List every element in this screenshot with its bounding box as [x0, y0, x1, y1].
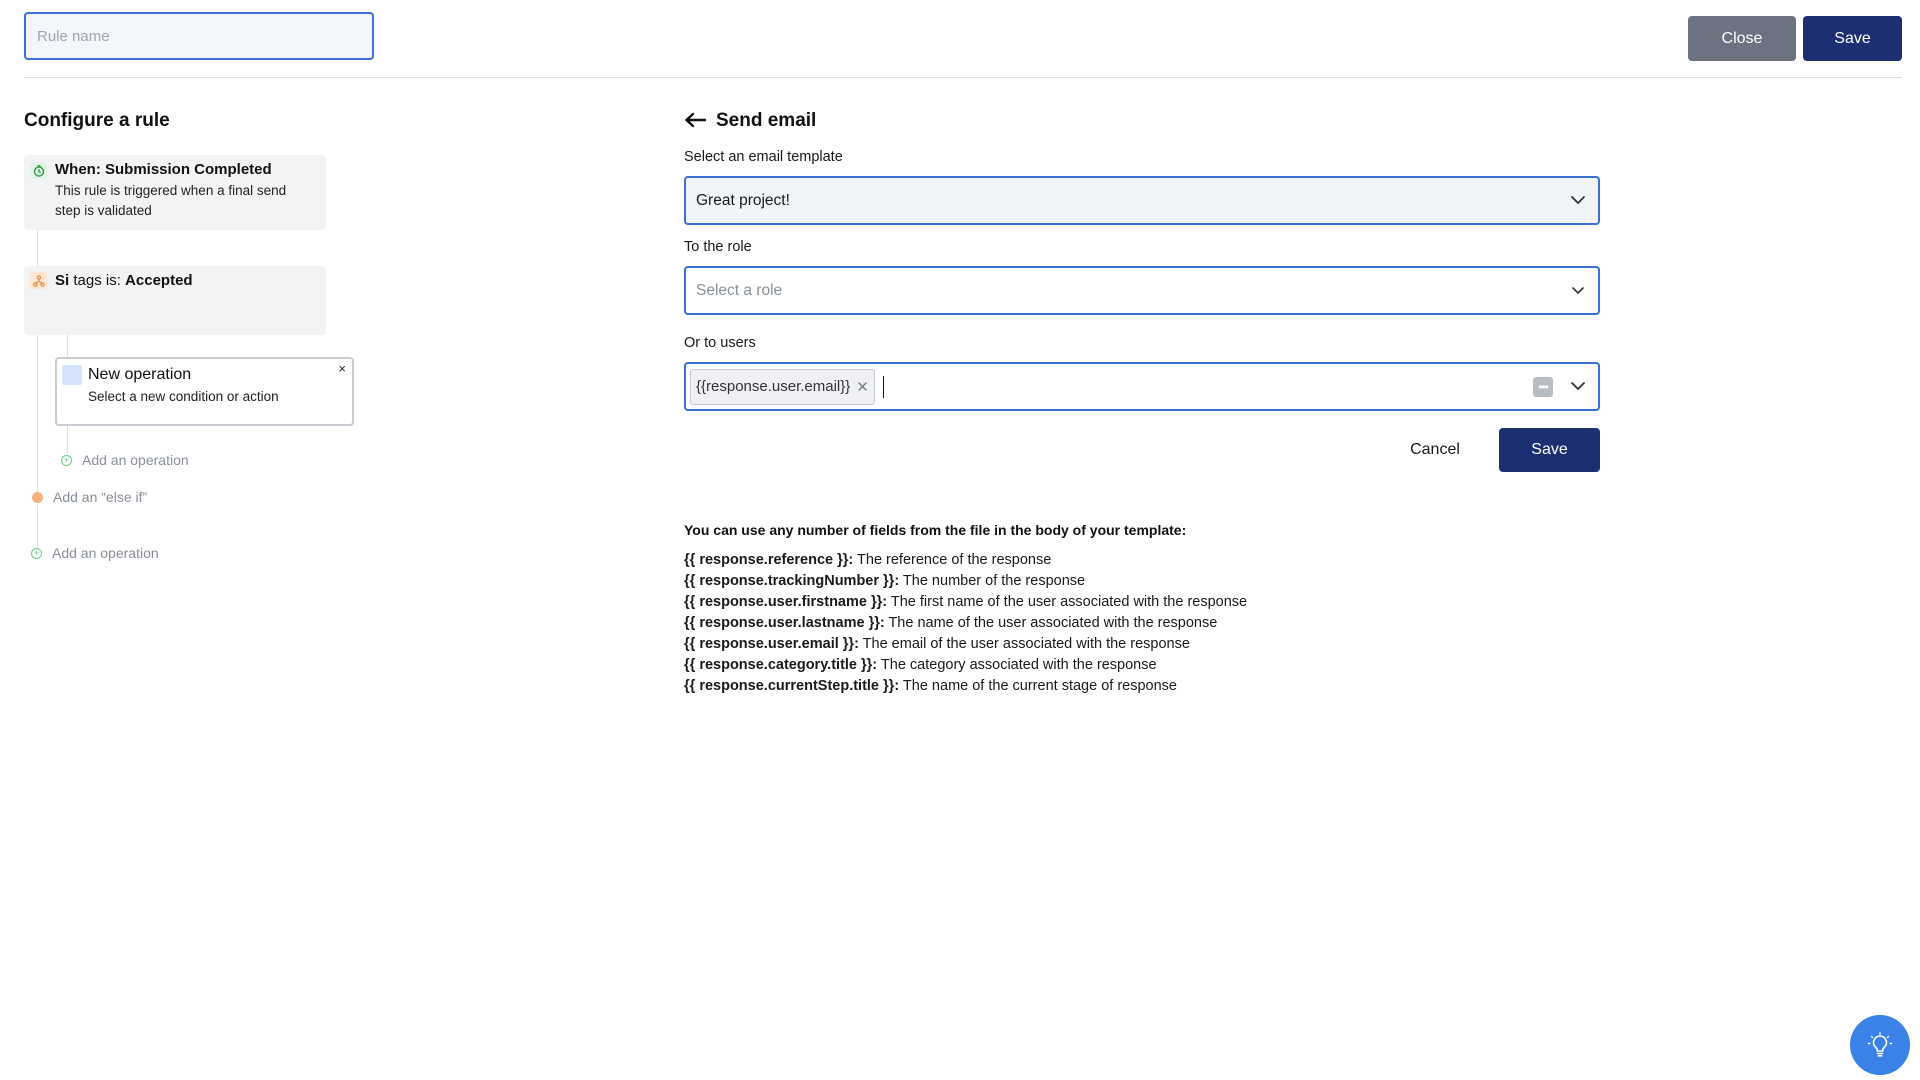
remove-tag-icon[interactable]: ✕	[856, 378, 869, 396]
close-button[interactable]: Close	[1688, 16, 1796, 61]
role-placeholder: Select a role	[696, 281, 783, 299]
user-tag	[690, 369, 875, 405]
plus-circle-icon: +	[61, 455, 72, 466]
branch-icon	[30, 272, 47, 289]
save-rule-button[interactable]: Save	[1803, 16, 1902, 61]
template-fields-title: You can use any number of fields from the file in the body of your template:	[684, 522, 1187, 538]
field-item: {{ response.reference }}: The reference of the response	[684, 552, 1052, 568]
chevron-down-icon	[1568, 190, 1588, 210]
chevron-down-icon[interactable]	[1568, 376, 1588, 396]
plus-circle-icon: +	[31, 548, 42, 559]
condition-title: Si tags is: Accepted	[55, 272, 193, 289]
condition-card[interactable]	[24, 266, 326, 335]
dot-icon	[32, 492, 43, 503]
email-template-select[interactable]	[684, 176, 1600, 225]
flow-connector	[37, 335, 38, 495]
operation-description: Select a new condition or action	[88, 389, 279, 404]
template-value: Great project!	[696, 191, 790, 209]
more-icon[interactable]: •••	[1533, 377, 1553, 397]
users-multiselect[interactable]	[684, 362, 1600, 411]
configure-rule-title: Configure a rule	[24, 110, 170, 131]
rule-name-input[interactable]	[24, 12, 374, 60]
add-else-if-link[interactable]	[32, 489, 147, 505]
flow-connector	[37, 505, 38, 550]
operation-title: New operation	[88, 366, 192, 383]
flow-connector	[67, 426, 68, 453]
field-item: {{ response.user.email }}: The email of the user associated with the response	[684, 636, 1190, 652]
save-action-button[interactable]: Save	[1499, 428, 1600, 472]
cancel-button[interactable]: Cancel	[1395, 428, 1475, 472]
chevron-down-icon	[1568, 280, 1588, 300]
trigger-card[interactable]	[24, 155, 326, 230]
panel-title-text: Send email	[716, 110, 817, 131]
role-label: To the role	[684, 239, 752, 255]
role-select[interactable]	[684, 266, 1600, 315]
template-label: Select an email template	[684, 149, 843, 165]
add-operation-label: Add an operation	[52, 545, 159, 561]
add-operation-outer-link[interactable]	[31, 545, 159, 561]
trigger-description: This rule is triggered when a final send step is validated	[55, 183, 287, 218]
help-fab-button[interactable]	[1850, 1015, 1910, 1075]
add-operation-label: Add an operation	[82, 452, 189, 468]
arrow-left-icon[interactable]	[684, 110, 706, 132]
template-fields-list	[684, 550, 1247, 697]
add-operation-inner-link[interactable]	[61, 452, 189, 468]
flow-connector	[67, 335, 68, 357]
field-item: {{ response.category.title }}: The category associated with the response	[684, 657, 1157, 673]
top-bar	[0, 0, 1920, 78]
timer-icon	[30, 162, 47, 179]
header-divider	[24, 77, 1902, 78]
field-item: {{ response.user.lastname }}: The name of the user associated with the response	[684, 615, 1218, 631]
field-item: {{ response.trackingNumber }}: The number of the response	[684, 573, 1086, 589]
operation-placeholder-icon	[62, 365, 82, 385]
add-else-if-label: Add an “else if”	[53, 489, 148, 505]
close-icon[interactable]: ×	[338, 361, 346, 376]
send-email-title	[684, 110, 816, 132]
lightbulb-icon	[1867, 1032, 1893, 1058]
field-item: {{ response.currentStep.title }}: The name of the current stage of response	[684, 678, 1177, 694]
new-operation-card[interactable]	[55, 357, 354, 426]
flow-connector	[37, 230, 38, 266]
field-item: {{ response.user.firstname }}: The first name of the user associated with the response	[684, 594, 1248, 610]
user-tag-label: {{response.user.email}}	[696, 378, 851, 395]
trigger-title: When: Submission Completed	[55, 161, 272, 178]
text-caret	[883, 376, 885, 398]
users-label: Or to users	[684, 335, 756, 351]
